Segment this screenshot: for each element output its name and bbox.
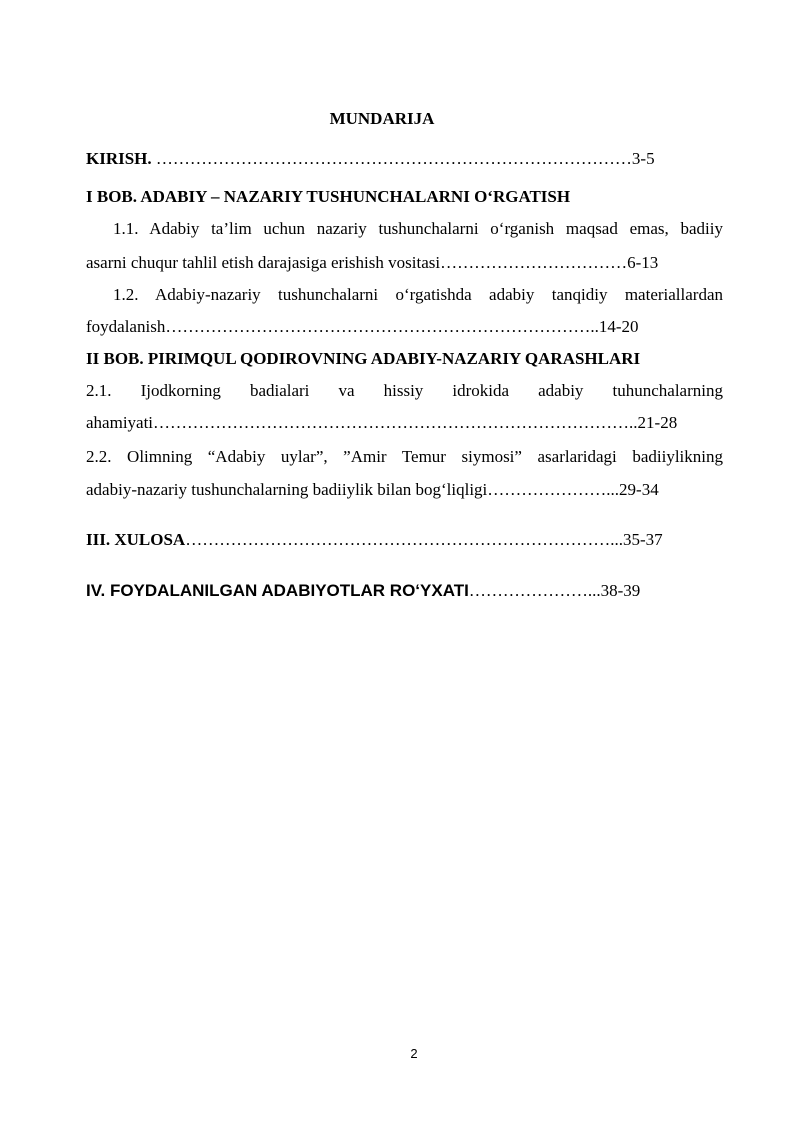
toc-pages: 38-39 [600,581,641,600]
toc-label: III. XULOSA [86,530,186,549]
toc-entry-xulosa[interactable] [86,529,663,551]
toc-section-1-1-line1[interactable]: 1.1. Adabiy ta’lim uchun nazariy tushunchalarni o‘rganish maqsad emas, badiiy [113,219,723,238]
toc-dots: ………………………………………………………………………… [151,149,632,168]
toc-pages: 21-28 [637,413,678,432]
toc-text: asarni chuqur tahlil etish darajasiga erishish vositasi [86,253,441,272]
toc-chapter-2[interactable]: II BOB. PIRIMQUL QODIROVNING ADABIY-NAZARIY QARASHLARI [86,349,641,368]
toc-text: ahamiyati [86,413,154,432]
page-number: 2 [410,1046,418,1061]
toc-text: foydalanish [86,317,166,336]
toc-chapter-1[interactable]: I BOB. ADABIY – NAZARIY TUSHUNCHALARNI O‘RGATISH [86,187,571,206]
toc-entry-adabiyotlar[interactable] [86,580,640,602]
toc-pages: 3-5 [631,149,655,168]
toc-dots: …………………... [468,581,601,600]
toc-pages: 35-37 [622,530,663,549]
page-title: MUNDARIJA [329,109,435,128]
toc-dots: ………………………………………………………………….. [165,317,599,336]
toc-label: IV. FOYDALANILGAN ADABIYOTLAR RO‘YXATI [86,581,469,600]
toc-dots: …………………………………………………………………... [185,530,623,549]
toc-pages: 6-13 [627,253,659,272]
toc-section-1-1-line2[interactable] [86,252,658,274]
toc-dots: ………………………………………………………………………….. [153,413,638,432]
toc-entry-kirish[interactable] [86,148,655,170]
toc-section-2-1-line1[interactable]: 2.1. Ijodkorning badialari va hissiy idrokida adabiy tuhunchalarning [86,381,723,400]
toc-section-1-2-line1[interactable]: 1.2. Adabiy-nazariy tushunchalarni o‘rgatishda adabiy tanqidiy materiallardan [113,285,723,304]
toc-text: adabiy-nazariy tushunchalarning badiiylik bilan bog‘liqligi [86,480,488,499]
toc-section-2-2-line1[interactable]: 2.2. Olimning “Adabiy uylar”, ”Amir Temur siymosi” asarlaridagi badiiylikning [86,447,723,466]
toc-pages: 29-34 [619,480,659,499]
toc-section-2-2-line2[interactable] [86,479,659,501]
toc-dots: …………………………… [440,253,628,272]
toc-label: KIRISH. [86,149,152,168]
toc-section-1-2-line2[interactable] [86,316,639,338]
toc-dots: …………………... [487,480,620,499]
toc-pages: 14-20 [598,317,639,336]
toc-section-2-1-line2[interactable] [86,412,677,434]
